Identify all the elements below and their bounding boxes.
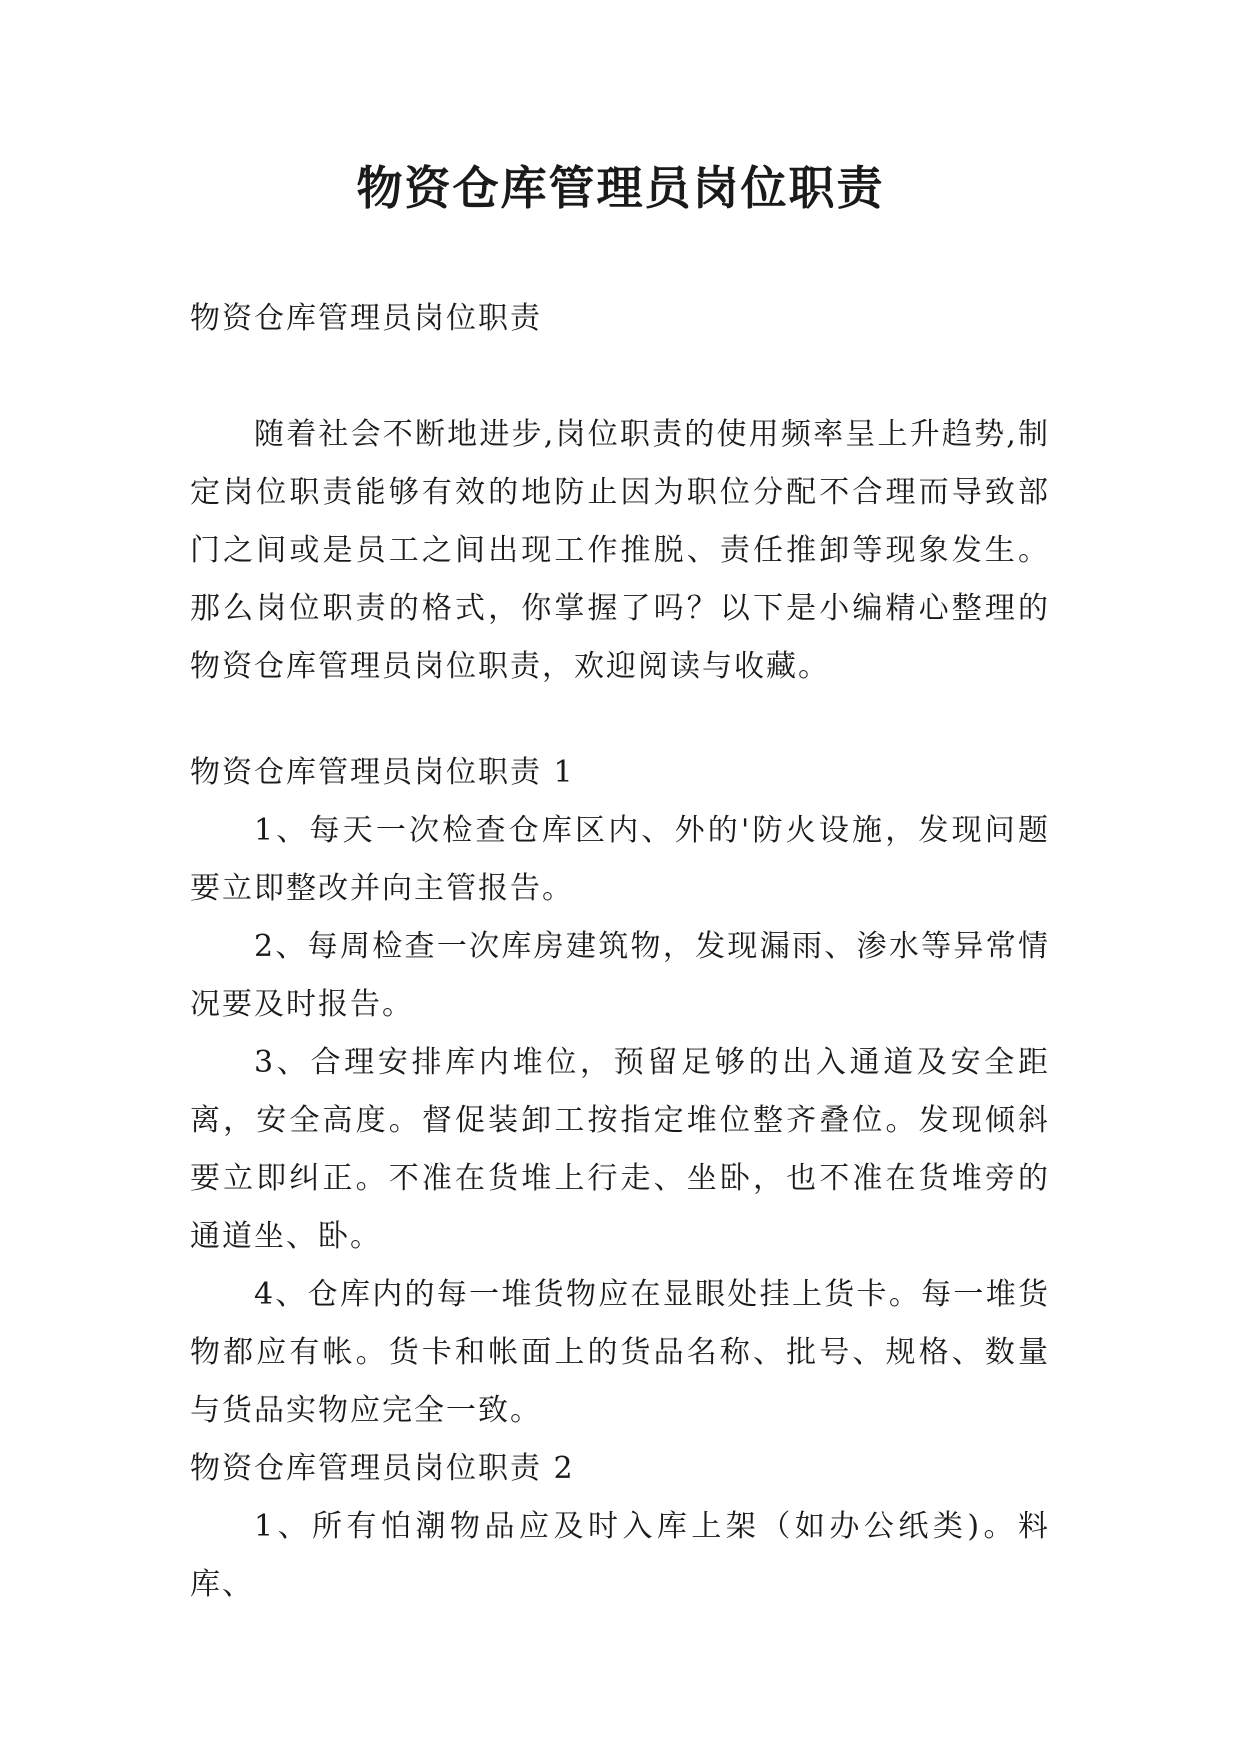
list-item: 4、仓库内的每一堆货物应在显眼处挂上货卡。每一堆货物都应有帐。货卡和帐面上的货品名称、批号、规格、数量与货品实物应完全一致。: [190, 1277, 1050, 1428]
document-body: [190, 290, 1050, 1614]
list-item: 1、所有怕潮物品应及时入库上架（如办公纸类)。料库、: [190, 1509, 1050, 1602]
section-heading: 物资仓库管理员岗位职责 1: [190, 755, 575, 790]
list-item: 2、每周检查一次库房建筑物，发现漏雨、渗水等异常情况要及时报告。: [190, 929, 1050, 1022]
intro-paragraph: 随着社会不断地进步,岗位职责的使用频率呈上升趋势,制定岗位职责能够有效的地防止因为职位分配不合理而导致部门之间或是员工之间出现工作推脱、责任推卸等现象发生。那么岗位职责的格式，你掌握了吗？以下是小编精心整理的物资仓库管理员岗位职责，欢迎阅读与收藏。: [190, 417, 1050, 684]
section-2: [190, 1440, 1050, 1614]
document-subtitle: 物资仓库管理员岗位职责: [190, 301, 542, 336]
section-heading: 物资仓库管理员岗位职责 2: [190, 1451, 575, 1486]
list-item: 1、每天一次检查仓库区内、外的'防火设施，发现问题要立即整改并向主管报告。: [190, 813, 1050, 906]
document-title: 物资仓库管理员岗位职责: [356, 161, 885, 215]
section-1: [190, 744, 1050, 1440]
list-item: 3、合理安排库内堆位，预留足够的出入通道及安全距离，安全高度。督促装卸工按指定堆位整齐叠位。发现倾斜要立即纠正。不准在货堆上行走、坐卧，也不准在货堆旁的通道坐、卧。: [190, 1045, 1050, 1254]
